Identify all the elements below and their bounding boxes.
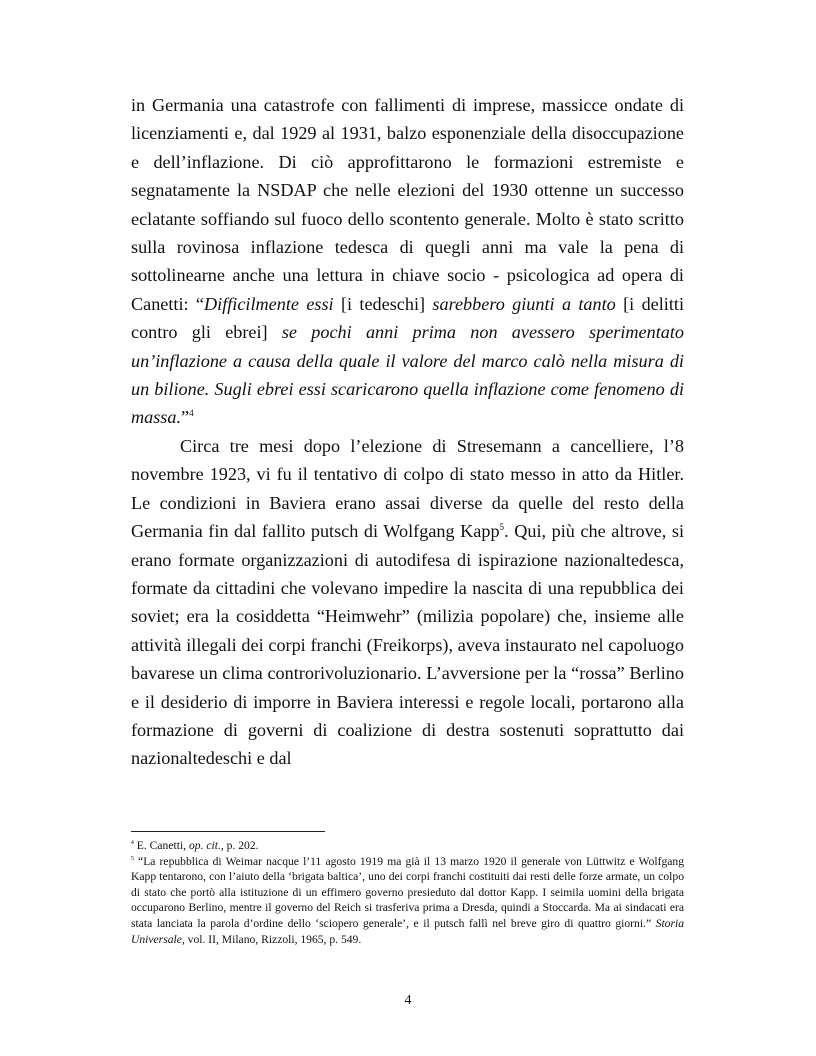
main-text <box>131 91 684 773</box>
footnote-number: 5 <box>131 855 134 862</box>
quote-italic: sarebbero giunti a tanto <box>432 293 616 314</box>
footnote-reference-4: 4 <box>189 408 194 419</box>
footnotes <box>131 838 684 947</box>
footnote-5: $^5$ “La repubblica di Weimar nacque l’11 agosto 1919 ma già il 13 marzo 1920 il generale von Lüttwitz e Wolfgang Kapp tentarono, con l’aiuto della ‘brigata baltica’, uno dei corpi franchi costituiti dai resti delle forze armate, un colpo di stato che portò alla istituzione di un effimero governo presieduto dal dottor Kapp. I seimila uomini della brigata occuparono Berlino, mentre il governo del Reich si trasferiva prima a Dresda, quindi a Stoccarda. Ma ai sindacati era stata lanciata la parola d’ordine dello ‘sciopero generale’, e il putsch fallì nel breve giro di quattro giorni.” Storia Universale, vol. II, Milano, Rizzoli, 1965, p. 549. <box>131 854 684 946</box>
footnote-reference-5: 5 <box>499 522 505 533</box>
paragraph-2: Circa tre mesi dopo l’elezione di Stresemann a cancelliere, l’8 novembre 1923, vi fu il tentativo di colpo di stato messo in atto da Hitler. Le condizioni in Baviera erano assai diverse da quelle del resto della Germania fin dal fallito putsch di Wolfgang Kapp$^5$. Qui, più che altrove, si erano formate organizzazioni di autodifesa di ispirazione nazionaltedesca, formate da cittadini che volevano impedire la nascita di una repubblica dei soviet; era la cosiddetta “Heimwehr” (milizia popolare) che, insieme alle attività illegali dei corpi franchi (Freikorps), aveva instaurato nel capoluogo bavarese un clima controrivoluzionario. L’avversione per la “rossa” Berlino e il desiderio di imporre in Baviera interessi e regole locali, portarono alla formazione di governi di coalizione di destra sostenuti soprattutto dai nazionaltedeschi e dal <box>131 435 684 769</box>
footnote-separator <box>131 831 325 832</box>
footnote-number: 4 <box>131 840 134 847</box>
paragraph-1: in Germania una catastrofe con fallimenti di imprese, massicce ondate di licenziamenti e, dal 1929 al 1931, balzo esponenziale della disoccupazione e dell’inflazione. Di ciò approfittarono le formazioni estremiste e segnatamente la NSDAP che nelle elezioni del 1930 ottenne un successo eclatante soffiando sul fuoco dello scontento generale. Molto è stato scritto sulla rovinosa inflazione tedesca di quegli anni ma vale la pena di sottolinearne anche una lettura in chiave socio - psicologica ad opera di Canetti: “Difficilmente essi [i tedeschi] sarebbero giunti a tanto [i delitti contro gli ebrei] se pochi anni prima non avessero sperimentato un’inflazione a causa della quale il valore del marco calò nella misura di un bilione. Sugli ebrei essi scaricarono quella inflazione come fenomeno di massa.”$^4$ <box>131 95 685 428</box>
quote-italic: se pochi anni prima non avessero sperimentato un’inflazione a causa della quale il valore del marco calò nella misura di un bilione. Sugli ebrei essi scaricarono quella inflazione come fenomeno di massa. <box>131 322 684 428</box>
page-number: 4 <box>404 993 412 1008</box>
quote-italic: Difficilmente essi <box>204 293 334 314</box>
footnote-4: $^4$ E. Canetti, op. cit., p. 202. <box>131 839 259 852</box>
